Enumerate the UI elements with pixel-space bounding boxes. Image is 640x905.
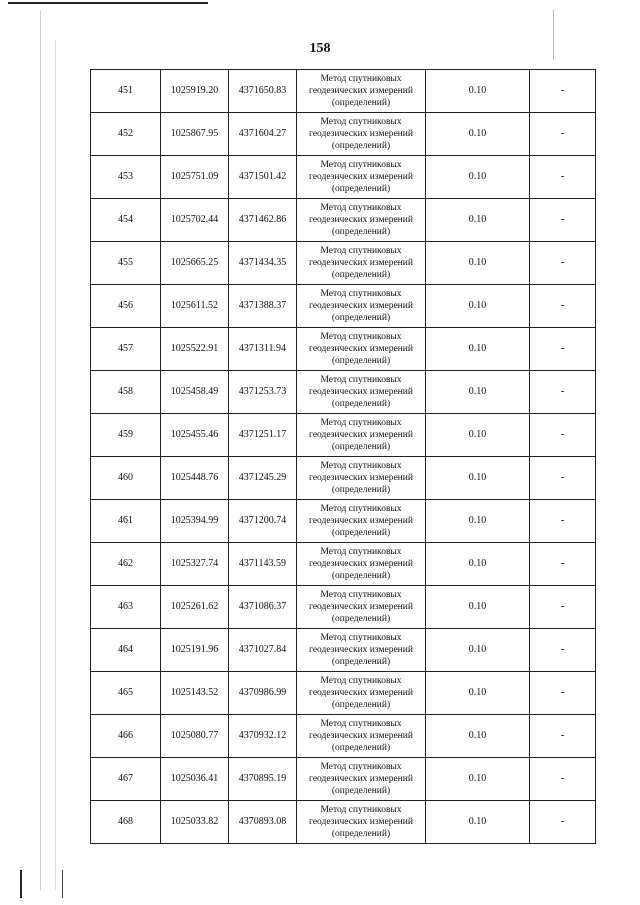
x-coordinate-cell: 1025867.95 [161,113,229,156]
method-line: геодезических измерений [309,731,413,741]
method-line: геодезических измерений [309,688,413,698]
y-coordinate-cell: 4371251.17 [229,414,297,457]
table-row [91,586,596,629]
accuracy-cell: 0.10 [426,758,530,801]
method-cell [297,371,426,414]
description-cell: - [530,500,596,543]
method-line: Метод спутниковых [320,633,402,643]
description-cell: - [530,801,596,844]
method-line: (определений) [331,786,391,796]
x-coordinate-cell: 1025455.46 [161,414,229,457]
method-line: Метод спутниковых [320,504,402,514]
x-coordinate-cell: 1025522.91 [161,328,229,371]
method-cell [297,672,426,715]
accuracy-cell: 0.10 [426,543,530,586]
method-line: (определений) [331,829,391,839]
method-line: (определений) [331,270,391,280]
method-line: геодезических измерений [309,86,413,96]
point-number-cell: 465 [91,672,161,715]
description-cell: - [530,672,596,715]
table-row [91,715,596,758]
method-cell [297,586,426,629]
point-number-cell: 461 [91,500,161,543]
method-line: Метод спутниковых [320,74,402,84]
method-line: геодезических измерений [309,559,413,569]
accuracy-cell: 0.10 [426,672,530,715]
page-number: 158 [309,41,331,56]
method-line: Метод спутниковых [320,332,402,342]
y-coordinate-cell: 4371143.59 [229,543,297,586]
x-coordinate-cell: 1025702.44 [161,199,229,242]
table-row [91,457,596,500]
accuracy-cell: 0.10 [426,199,530,242]
description-cell: - [530,586,596,629]
table-row [91,328,596,371]
description-cell: - [530,715,596,758]
table-row [91,414,596,457]
method-line: Метод спутниковых [320,289,402,299]
method-cell [297,801,426,844]
table-row [91,285,596,328]
method-cell [297,156,426,199]
table-row [91,758,596,801]
method-line: Метод спутниковых [320,160,402,170]
point-number-cell: 463 [91,586,161,629]
description-cell: - [530,199,596,242]
x-coordinate-cell: 1025448.76 [161,457,229,500]
method-line: Метод спутниковых [320,590,402,600]
coordinates-table-body [91,70,596,844]
method-line: Метод спутниковых [320,676,402,686]
y-coordinate-cell: 4371086.37 [229,586,297,629]
point-number-cell: 453 [91,156,161,199]
x-coordinate-cell: 1025033.82 [161,801,229,844]
y-coordinate-cell: 4371245.29 [229,457,297,500]
point-number-cell: 467 [91,758,161,801]
method-line: Метод спутниковых [320,805,402,815]
point-number-cell: 455 [91,242,161,285]
x-coordinate-cell: 1025080.77 [161,715,229,758]
method-line: Метод спутниковых [320,375,402,385]
accuracy-cell: 0.10 [426,328,530,371]
y-coordinate-cell: 4371604.27 [229,113,297,156]
table-row [91,113,596,156]
accuracy-cell: 0.10 [426,586,530,629]
accuracy-cell: 0.10 [426,371,530,414]
method-line: (определений) [331,313,391,323]
accuracy-cell: 0.10 [426,242,530,285]
accuracy-cell: 0.10 [426,113,530,156]
scan-artifact-margin [40,10,41,890]
x-coordinate-cell: 1025036.41 [161,758,229,801]
accuracy-cell: 0.10 [426,70,530,113]
method-cell [297,629,426,672]
accuracy-cell: 0.10 [426,629,530,672]
method-line: геодезических измерений [309,129,413,139]
y-coordinate-cell: 4371200.74 [229,500,297,543]
point-number-cell: 462 [91,543,161,586]
table-row [91,242,596,285]
point-number-cell: 454 [91,199,161,242]
method-line: геодезических измерений [309,774,413,784]
table-row [91,801,596,844]
table-row [91,629,596,672]
accuracy-cell: 0.10 [426,156,530,199]
accuracy-cell: 0.10 [426,457,530,500]
description-cell: - [530,629,596,672]
y-coordinate-cell: 4371650.83 [229,70,297,113]
method-line: Метод спутниковых [320,418,402,428]
x-coordinate-cell: 1025611.52 [161,285,229,328]
method-line: геодезических измерений [309,387,413,397]
accuracy-cell: 0.10 [426,500,530,543]
point-number-cell: 458 [91,371,161,414]
method-cell [297,500,426,543]
description-cell: - [530,457,596,500]
method-line: Метод спутниковых [320,719,402,729]
accuracy-cell: 0.10 [426,801,530,844]
method-cell [297,285,426,328]
accuracy-cell: 0.10 [426,715,530,758]
scan-artifact-bottom [20,870,63,898]
description-cell: - [530,242,596,285]
x-coordinate-cell: 1025665.25 [161,242,229,285]
method-cell [297,70,426,113]
method-cell [297,242,426,285]
method-cell [297,328,426,371]
method-line: (определений) [331,657,391,667]
table-row [91,371,596,414]
y-coordinate-cell: 4371434.35 [229,242,297,285]
x-coordinate-cell: 1025327.74 [161,543,229,586]
method-line: Метод спутниковых [320,117,402,127]
method-line: Метод спутниковых [320,547,402,557]
description-cell: - [530,371,596,414]
point-number-cell: 464 [91,629,161,672]
point-number-cell: 460 [91,457,161,500]
table-row [91,672,596,715]
method-line: (определений) [331,743,391,753]
x-coordinate-cell: 1025191.96 [161,629,229,672]
method-line: (определений) [331,614,391,624]
coordinates-table [90,69,596,844]
description-cell: - [530,328,596,371]
method-line: геодезических измерений [309,602,413,612]
y-coordinate-cell: 4371388.37 [229,285,297,328]
y-coordinate-cell: 4371501.42 [229,156,297,199]
x-coordinate-cell: 1025919.20 [161,70,229,113]
description-cell: - [530,113,596,156]
method-line: (определений) [331,98,391,108]
method-line: (определений) [331,141,391,151]
accuracy-cell: 0.10 [426,414,530,457]
x-coordinate-cell: 1025458.49 [161,371,229,414]
table-row [91,543,596,586]
method-cell [297,113,426,156]
y-coordinate-cell: 4370895.19 [229,758,297,801]
method-line: (определений) [331,184,391,194]
point-number-cell: 452 [91,113,161,156]
table-row [91,156,596,199]
method-line: геодезических измерений [309,215,413,225]
method-line: (определений) [331,700,391,710]
point-number-cell: 459 [91,414,161,457]
method-line: геодезических измерений [309,817,413,827]
method-line: геодезических измерений [309,645,413,655]
method-line: Метод спутниковых [320,461,402,471]
table-row [91,70,596,113]
point-number-cell: 468 [91,801,161,844]
description-cell: - [530,414,596,457]
y-coordinate-cell: 4371462.86 [229,199,297,242]
method-line: Метод спутниковых [320,762,402,772]
method-line: геодезических измерений [309,258,413,268]
x-coordinate-cell: 1025751.09 [161,156,229,199]
table-row [91,199,596,242]
method-line: (определений) [331,528,391,538]
y-coordinate-cell: 4371027.84 [229,629,297,672]
description-cell: - [530,70,596,113]
y-coordinate-cell: 4370932.12 [229,715,297,758]
y-coordinate-cell: 4370986.99 [229,672,297,715]
description-cell: - [530,543,596,586]
method-cell [297,199,426,242]
method-cell [297,414,426,457]
method-cell [297,758,426,801]
method-cell [297,715,426,758]
method-line: геодезических измерений [309,344,413,354]
x-coordinate-cell: 1025394.99 [161,500,229,543]
x-coordinate-cell: 1025143.52 [161,672,229,715]
method-line: геодезических измерений [309,172,413,182]
x-coordinate-cell: 1025261.62 [161,586,229,629]
accuracy-cell: 0.10 [426,285,530,328]
point-number-cell: 451 [91,70,161,113]
description-cell: - [530,285,596,328]
method-line: (определений) [331,356,391,366]
table-row [91,500,596,543]
scan-artifact-margin [55,40,56,890]
point-number-cell: 457 [91,328,161,371]
method-line: (определений) [331,399,391,409]
y-coordinate-cell: 4370893.08 [229,801,297,844]
method-line: геодезических измерений [309,430,413,440]
method-line: (определений) [331,485,391,495]
point-number-cell: 466 [91,715,161,758]
method-line: геодезических измерений [309,516,413,526]
method-line: (определений) [331,227,391,237]
method-cell [297,543,426,586]
method-line: геодезических измерений [309,473,413,483]
y-coordinate-cell: 4371253.73 [229,371,297,414]
description-cell: - [530,156,596,199]
method-line: Метод спутниковых [320,203,402,213]
y-coordinate-cell: 4371311.94 [229,328,297,371]
method-line: (определений) [331,571,391,581]
point-number-cell: 456 [91,285,161,328]
method-line: (определений) [331,442,391,452]
method-line: Метод спутниковых [320,246,402,256]
scan-artifact-top [8,2,208,4]
description-cell: - [530,758,596,801]
method-cell [297,457,426,500]
method-line: геодезических измерений [309,301,413,311]
